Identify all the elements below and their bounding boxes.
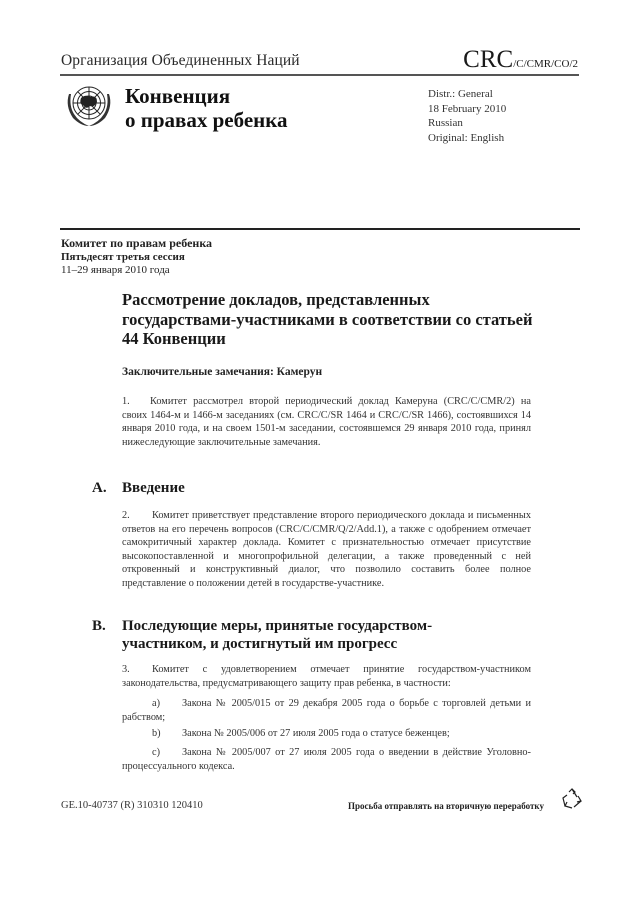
section-letter: A. <box>92 480 107 496</box>
recycle-notice: Просьба отправлять на вторичную переработку <box>348 801 544 811</box>
paragraph-number: 2. <box>122 510 130 521</box>
list-item <box>122 697 531 724</box>
paragraph-number: 3. <box>122 664 130 675</box>
header-rule <box>60 74 579 76</box>
paragraph-3 <box>122 663 531 690</box>
issue-date: 18 February 2010 <box>428 102 507 115</box>
paragraph-1 <box>122 395 531 449</box>
list-item <box>122 727 531 741</box>
convention-title-line1: Конвенция <box>125 84 231 108</box>
distr-label: Distr.: General <box>428 88 493 100</box>
item-label: a) <box>152 698 160 709</box>
paragraph-number: 1. <box>122 396 130 407</box>
item-label: c) <box>152 747 160 758</box>
paragraph-text: Комитет приветствует представление второго периодического доклада и письменных ответов на его перечень вопросов (CRC/C/CMR/Q/2/Add.1), а также с одобрением отмечает самокритичный характер доклада. Комитет с признательностью отмечает присутствие высокопоставленной и многопрофильной делегации, а также проведенный с ней откровенный и конструктивный диалог, что позволило составить более полное представление о положении детей в государстве-участнике. <box>122 510 531 589</box>
section-title-line2: участником, и достигнутый им прогресс <box>122 636 398 652</box>
section-title-line1: Последующие меры, принятые государством- <box>122 618 433 634</box>
un-emblem-icon <box>63 80 115 130</box>
section-letter: B. <box>92 618 106 634</box>
organization-name: Организация Объединенных Наций <box>61 52 300 69</box>
session-name: Пятьдесят третья сессия <box>61 250 185 263</box>
document-symbol <box>463 46 578 74</box>
convention-title-line2: о правах ребенка <box>125 108 288 132</box>
item-label: b) <box>152 728 161 739</box>
language: Russian <box>428 117 463 129</box>
section-title: Введение <box>122 480 185 496</box>
session-dates: 11–29 января 2010 года <box>61 264 170 276</box>
paragraph-text: Комитет с удовлетворением отмечает принятие государством-участником законодательства, предусматривающего защиту прав ребенка, в частности: <box>122 664 531 689</box>
convention-title <box>125 84 288 132</box>
item-text: Закона № 2005/007 от 27 июля 2005 года о введении в действие Уголовно-процессуального кодекса. <box>122 747 531 772</box>
committee-name: Комитет по правам ребенка <box>61 236 213 250</box>
recycle-icon <box>561 788 583 810</box>
committee-block <box>61 237 212 278</box>
section-rule <box>60 228 580 230</box>
distribution-block <box>428 87 506 145</box>
symbol-suffix: /C/CMR/CO/2 <box>513 58 578 70</box>
job-code: GE.10-40737 (R) 310310 120410 <box>61 800 203 811</box>
section-a-heading <box>92 479 185 497</box>
item-text: Закона № 2005/015 от 29 декабря 2005 года о борьбе с торговлей детьми и рабством; <box>122 698 531 723</box>
document-title: Рассмотрение докладов, представленных государствами-участниками в соответствии со статьей 44 Конвенции <box>122 290 533 348</box>
paragraph-2 <box>122 509 531 591</box>
section-b-heading <box>92 617 432 653</box>
item-text: Закона № 2005/006 от 27 июля 2005 года о статусе беженцев; <box>182 728 450 739</box>
paragraph-text: Комитет рассмотрел второй периодический доклад Камеруна (CRC/C/CMR/2) на своих 1464-м и 1466-м заседаниях (см. CRC/C/SR 1464 и CRC/C/SR 1466), состоявшихся 14 января 2010 года, и на своем 1501-м заседании, состоявшемся 29 января 2010 года, принял нижеследующие заключительные замечания. <box>122 396 531 448</box>
original-language: Original: English <box>428 131 505 144</box>
list-item <box>122 746 531 773</box>
document-subtitle: Заключительные замечания: Камерун <box>122 366 323 378</box>
section-title <box>122 617 432 653</box>
symbol-main: CRC <box>463 46 514 73</box>
